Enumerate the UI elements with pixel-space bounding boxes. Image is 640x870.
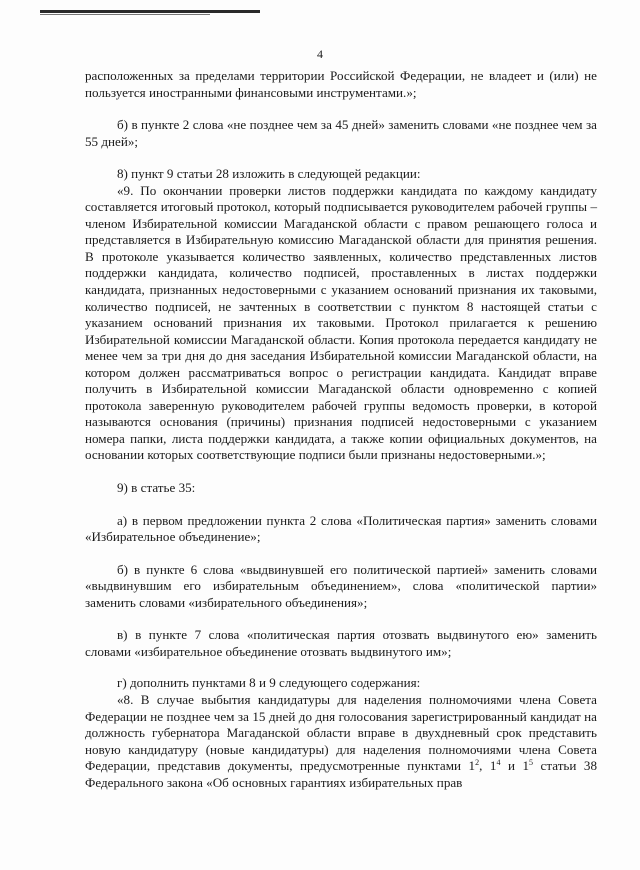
text-run: в) в пункте 7 слова «политическая партия отозвать выдвинутого ею» заменить словами «избирательное объединение отозвать выдвинутого им»; [85, 627, 597, 659]
page-number: 4 [317, 47, 323, 61]
paragraph-p3 [85, 183, 597, 464]
text-run: статьи 38 Федерального закона «Об основных гарантиях избирательных прав [85, 758, 598, 790]
text-run: расположенных за пределами территории Российской Федерации, не владеет и (или) не пользуется иностранными финансовыми инструментами.»; [85, 68, 597, 100]
paragraph-p1 [85, 117, 597, 150]
text-run: б) в пункте 6 слова «выдвинувшей его политической партией» заменить словами «выдвинувшим его избирательным объединением», слова «политической партии» заменить словами «избирательного объединения»; [85, 561, 597, 610]
paragraph-p7 [85, 627, 597, 660]
paragraph-p5 [85, 513, 597, 546]
text-run: и 1 [500, 758, 530, 774]
text-run: «9. По окончании проверки листов поддержки кандидата по каждому кандидату составляется итоговый протокол, который подписывается руководителем рабочей группы – членом Избирательной комиссии Магаданской области с правом решающего голоса и представляется в Избирательную комиссию Магаданской области для принятия решения. В протоколе указывается количество заявленных, количество представленных листов поддержки кандидата, количество подписей, проставленных в листах поддержки кандидата, признанных недостоверными с указанием оснований признания их таковыми, количество подписей, не зачтенных в соответствии с пунктом 8 настоящей статьи с указанием оснований признания их таковыми. Протокол прилагается к решению Избирательной комиссии Магаданской области. Копия протокола передается кандидату не менее чем за три дня до дня заседания Избирательной комиссии Магаданской области, на котором должен рассматриваться вопрос о регистрации кандидата. Кандидат вправе получить в Избирательной комиссии Магаданской области одновременно с копией протокола заверенную руководителем рабочей группы ведомость проверки, в которой называются основания (причины) признания подписей недостоверными с указанием номера папки, листа поддержки кандидата, а также копии официальных документов, на основании которых соответствующие подписи были признаны недостоверными.»; [85, 182, 597, 463]
scan-edge-line [40, 14, 210, 15]
paragraph-p8 [85, 675, 597, 692]
paragraph-p6 [85, 562, 597, 612]
text-run: б) в пункте 2 слова «не позднее чем за 45 дней» заменить словами «не позднее чем за 55 дней»; [85, 117, 597, 149]
paragraph-p0 [85, 68, 597, 101]
text-run: 8) пункт 9 статьи 28 изложить в следующей редакции: [117, 166, 421, 182]
text-run: , 1 [479, 758, 497, 774]
text-run: «8. В случае выбытия кандидатуры для наделения полномочиями члена Совета Федерации не позднее чем за 15 дней до дня голосования зарегистрированный кандидат на должность губернатора Магаданской области вправе в двухдневный срок представить новую кандидатуру (новые кандидатуры) для наделения полномочиями члена Совета Федерации, представив документы, предусмотренные пунктами 1 [85, 691, 597, 774]
paragraph-p9 [85, 692, 597, 791]
superscript: 5 [529, 758, 534, 768]
superscript: 4 [496, 758, 501, 768]
paragraph-p2 [85, 166, 597, 183]
text-run: а) в первом предложении пункта 2 слова «Политическая партия» заменить словами «Избирательное объединение»; [85, 512, 597, 545]
text-run: г) дополнить пунктами 8 и 9 следующего содержания: [117, 675, 421, 691]
document-body [85, 68, 597, 791]
superscript: 2 [475, 758, 480, 768]
paragraph-p4 [85, 480, 597, 497]
scan-edge-bar [40, 10, 260, 13]
text-run: 9) в статье 35: [117, 480, 196, 496]
